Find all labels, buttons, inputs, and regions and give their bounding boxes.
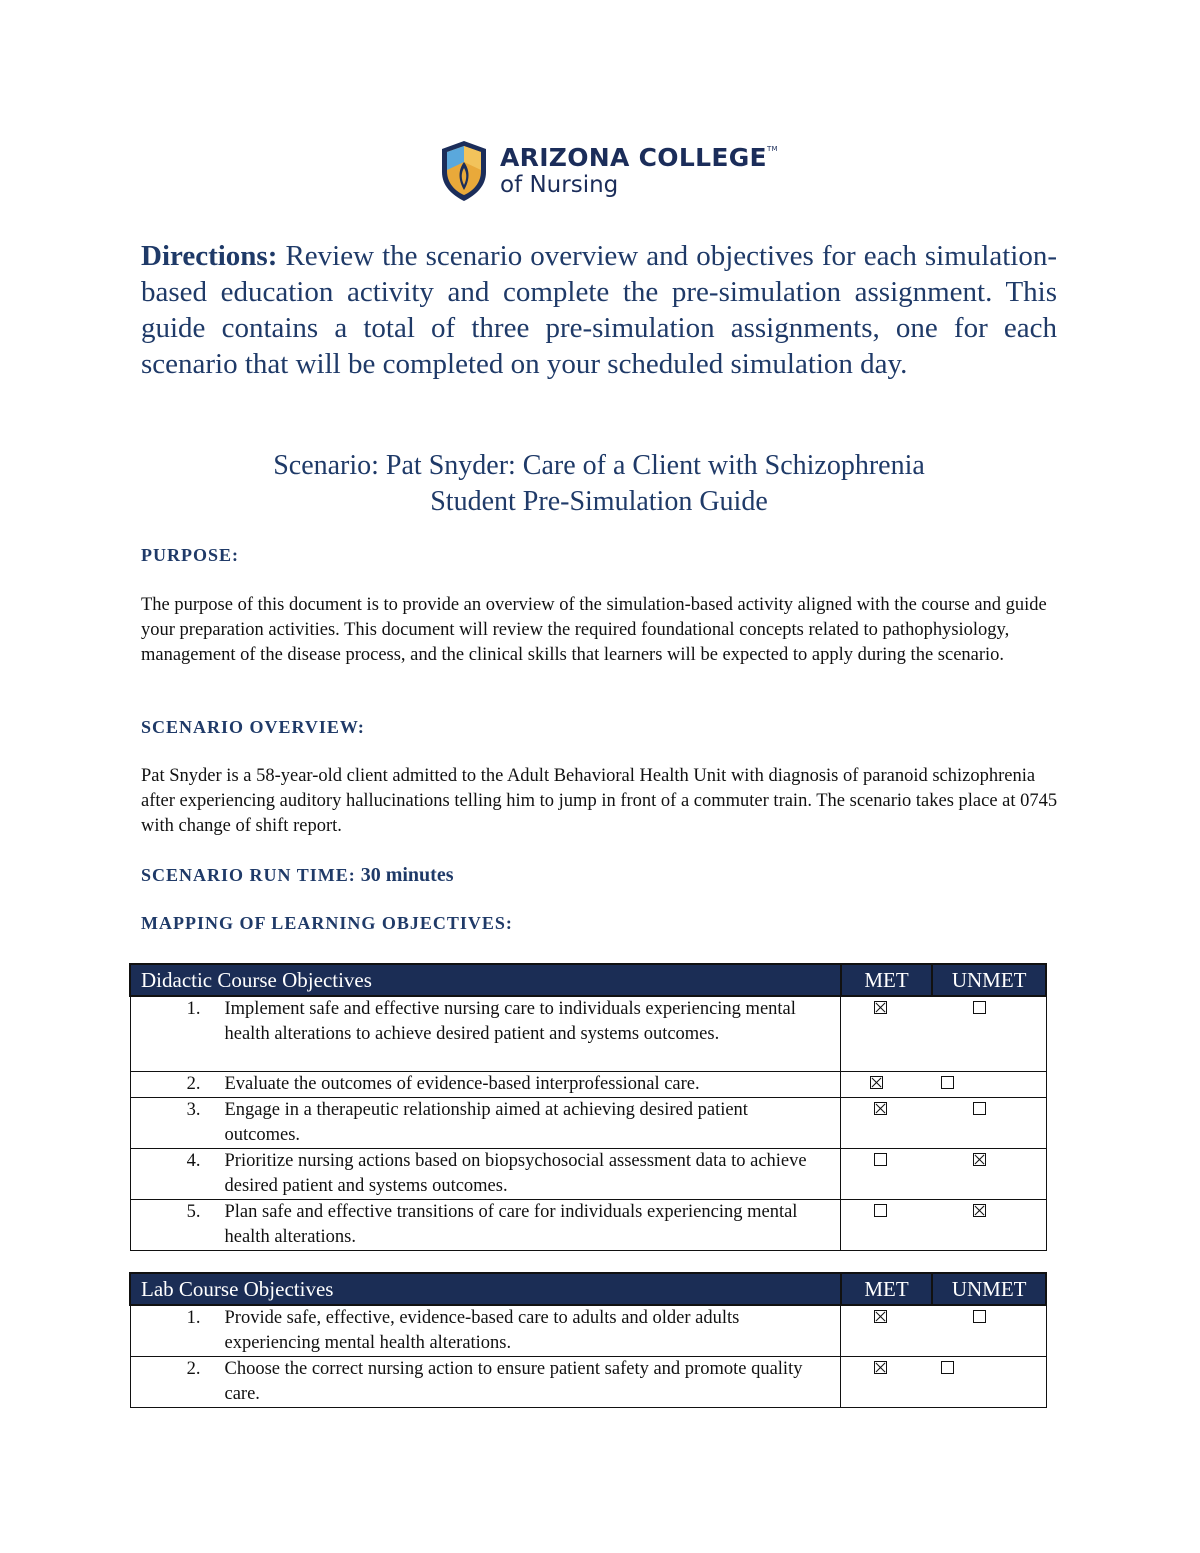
objective-text: Engage in a therapeutic relationship aimed at achieving desired patient outcomes. [224, 1100, 748, 1145]
purpose-heading: PURPOSE: [141, 545, 239, 565]
logo-trademark: TM [766, 145, 778, 153]
lab-objectives-table [129, 1272, 1047, 1408]
run-time [141, 864, 454, 887]
met-checkbox-checked[interactable] [874, 1310, 887, 1323]
objective-number: 2. [186, 1359, 201, 1379]
unmet-checkbox[interactable] [941, 1076, 954, 1089]
mapping-heading: MAPPING OF LEARNING OBJECTIVES: [141, 913, 513, 933]
unmet-checkbox-checked[interactable] [973, 1204, 986, 1217]
overview-heading: SCENARIO OVERVIEW: [141, 717, 365, 737]
objective-text: Choose the correct nursing action to ensure patient safety and promote quality care. [224, 1359, 803, 1404]
shield-logo-icon [440, 140, 488, 202]
objective-text: Evaluate the outcomes of evidence-based interprofessional care. [224, 1074, 700, 1094]
scenario-title [141, 448, 1057, 520]
lab-met-header: MET [841, 1273, 933, 1305]
objective-number: 5. [186, 1202, 201, 1222]
table-row [130, 996, 1046, 1072]
objective-text: Provide safe, effective, evidence-based care to adults and older adults experiencing mental health alterations. [224, 1308, 740, 1353]
objective-number: 3. [186, 1100, 201, 1120]
didactic-header: Didactic Course Objectives [130, 964, 841, 996]
scenario-title-line1: Scenario: Pat Snyder: Care of a Client with Schizophrenia [273, 450, 925, 481]
didactic-objectives-table [129, 963, 1047, 1251]
logo-name: ARIZONA COLLEGE [500, 143, 767, 172]
logo-subtitle: of Nursing [500, 172, 619, 198]
table-row [130, 1149, 1046, 1200]
objective-number: 1. [186, 999, 201, 1019]
table-row [130, 1357, 1046, 1408]
objective-text: Prioritize nursing actions based on biopsychosocial assessment data to achieve desired patient and systems outcomes. [224, 1151, 807, 1196]
overview-text: Pat Snyder is a 58-year-old client admitted to the Adult Behavioral Health Unit with diagnosis of paranoid schizophrenia after experiencing auditory hallucinations telling him to jump in front of a commuter train. The scenario takes place at 0745 with change of shift report. [141, 766, 1058, 836]
directions-text: Review the scenario overview and objectives for each simulation-based education activity and complete the pre-simulation assignment. This guide contains a total of three pre-simulation assignments, one for each scenario that will be completed on your scheduled simulation day. [141, 240, 1057, 380]
run-time-value: 30 minutes [355, 864, 454, 886]
didactic-unmet-header: UNMET [932, 964, 1046, 996]
unmet-checkbox[interactable] [973, 1102, 986, 1115]
lab-unmet-header: UNMET [932, 1273, 1046, 1305]
met-checkbox-checked[interactable] [874, 1361, 887, 1374]
met-checkbox-checked[interactable] [874, 1001, 887, 1014]
objective-text: Plan safe and effective transitions of care for individuals experiencing mental health alterations. [224, 1202, 798, 1247]
met-checkbox[interactable] [874, 1204, 887, 1217]
table-row [130, 1305, 1046, 1357]
met-checkbox-checked[interactable] [874, 1102, 887, 1115]
run-time-heading: SCENARIO RUN TIME: [141, 865, 356, 885]
objective-number: 4. [186, 1151, 201, 1171]
objective-text: Implement safe and effective nursing care to individuals experiencing mental health alterations to achieve desired patient and systems outcomes. [224, 999, 796, 1044]
met-checkbox-checked[interactable] [870, 1076, 883, 1089]
directions-paragraph [141, 238, 1057, 382]
directions-label: Directions: [141, 240, 278, 272]
objective-number: 2. [186, 1074, 201, 1094]
lab-header: Lab Course Objectives [130, 1273, 841, 1305]
didactic-met-header: MET [841, 964, 933, 996]
table-row [130, 1072, 1046, 1098]
college-logo [440, 138, 778, 204]
unmet-checkbox[interactable] [973, 1001, 986, 1014]
met-checkbox[interactable] [874, 1153, 887, 1166]
unmet-checkbox[interactable] [941, 1361, 954, 1374]
scenario-title-line2: Student Pre-Simulation Guide [430, 486, 768, 517]
objective-number: 1. [186, 1308, 201, 1328]
unmet-checkbox[interactable] [973, 1310, 986, 1323]
table-row [130, 1098, 1046, 1149]
purpose-text: The purpose of this document is to provide an overview of the simulation-based activity aligned with the course and guide your preparation activities. This document will review the required foundational concepts related to pathophysiology, management of the disease process, and the clinical skills that learners will be expected to apply during the scenario. [141, 595, 1047, 665]
table-row [130, 1200, 1046, 1251]
unmet-checkbox-checked[interactable] [973, 1153, 986, 1166]
